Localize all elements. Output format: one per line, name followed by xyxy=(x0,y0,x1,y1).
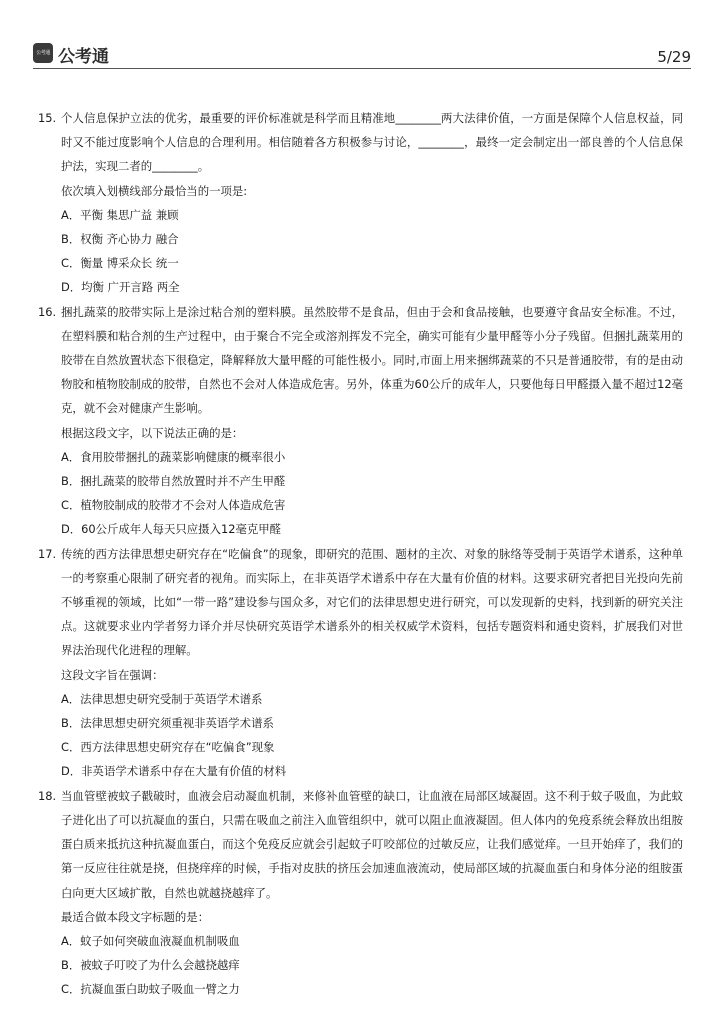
question-number: 16. xyxy=(38,304,57,319)
question-text: 捆扎蔬菜的胶带实际上是涂过粘合剂的塑料膜。虽然胶带不是食品，但由于会和食品接触，也要遵守食品安全标准。不过，在塑料膜和粘合剂的生产过程中，由于聚合不完全或溶剂挥发不完全，确实可能有少量甲醛等小分子残留。但捆扎蔬菜用的胶带在自然放置状态下很稳定，降解释放大量甲醛的可能性极小。同时,市面上用来捆绑蔬菜的不只是普通胶带，有的是由动物胶和植物胶制成的胶带，自然也不会对人体造成危害。另外，体重为60公斤的成年人，只要他每日甲醛摄入量不超过12毫克，就不会对健康产生影响。 xyxy=(61,304,683,416)
question-prompt: 根据这段文字，以下说法正确的是： xyxy=(61,425,244,440)
page-header xyxy=(33,40,691,69)
option-a: A．法律思想史研究受制于英语学术谱系 xyxy=(61,691,263,706)
question-number: 17. xyxy=(38,546,57,561)
option-b: B．权衡 齐心协力 融合 xyxy=(61,232,179,247)
option-b: B．法律思想史研究须重视非英语学术谱系 xyxy=(61,716,274,731)
question-15 xyxy=(38,106,683,300)
option-c: C．衡量 博采众长 统一 xyxy=(61,256,179,271)
question-number: 18. xyxy=(38,788,57,803)
option-c: C．抗凝血蛋白助蚊子吸血一臂之力 xyxy=(61,982,240,997)
question-17 xyxy=(38,542,683,784)
option-d: D．非英语学术谱系中存在大量有价值的材料 xyxy=(61,764,287,779)
question-text: 当血管壁被蚊子戳破时，血液会启动凝血机制，来修补血管壁的缺口，让血液在局部区域凝固。这不利于蚊子吸血，为此蚊子进化出了可以抗凝血的蛋白，只需在吸血之前注入血管组织中，就可以阻止血液凝固。但人体内的免疫系统会释放出组胺蛋白质来抵抗这种抗凝血蛋白，而这个免疫反应就会引起蚊子叮咬部位的过敏反应，让我们感觉痒。一旦开始痒了，我们的第一反应往往就是挠，但挠痒痒的时候，手指对皮肤的挤压会加速血液流动，使局部区域的抗凝血蛋白和身体分泌的组胺蛋白向更大区域扩散，自然也就越挠越痒了。 xyxy=(61,788,683,900)
question-prompt: 依次填入划横线部分最恰当的一项是: xyxy=(61,183,248,198)
question-list xyxy=(38,106,683,1002)
question-number: 15. xyxy=(38,111,57,125)
question-prompt: 这段文字旨在强调： xyxy=(61,667,164,682)
option-a: A．食用胶带捆扎的蔬菜影响健康的概率很小 xyxy=(61,449,286,464)
logo-text: 公考通 xyxy=(58,47,109,67)
option-d: D．均衡 广开言路 两全 xyxy=(61,280,180,295)
question-18 xyxy=(38,784,683,1002)
option-c: C．植物胶制成的胶带才不会对人体造成危害 xyxy=(61,498,286,513)
option-b: B．被蚊子叮咬了为什么会越挠越痒 xyxy=(61,958,240,973)
option-b: B．捆扎蔬菜的胶带自然放置时并不产生甲醛 xyxy=(61,474,286,489)
option-a: A．平衡 集思广益 兼顾 xyxy=(61,207,179,222)
option-c: C．西方法律思想史研究存在“吃偏食”现象 xyxy=(61,740,275,755)
question-text: 传统的西方法律思想史研究存在“吃偏食”的现象，即研究的范围、题材的主次、对象的脉络等受制于英语学术谱系，这种单一的考察重心限制了研究者的视角。而实际上，在非英语学术谱系中存在大量有价值的材料。这要求研究者把目光投向先前不够重视的领域，比如“一带一路”建设参与国众多，对它们的法律思想史进行研究，可以发现新的史料，找到新的研究关注点。这就要求业内学者努力译介并尽快研究英语学术谱系外的相关权威学术资料，包括专题资料和通史资料，扩展我们对世界法治现代化进程的理解。 xyxy=(61,546,683,658)
question-prompt: 最适合做本段文字标题的是： xyxy=(61,909,210,924)
page-number: 5/29 xyxy=(657,48,691,66)
option-d: D．60公斤成年人每天只应摄入12毫克甲醛 xyxy=(61,522,282,537)
question-16 xyxy=(38,300,683,542)
question-text: 个人信息保护立法的优劣，最重要的评价标准就是科学而且精准地________两大法律价值，一方面是保障个人信息权益，同时又不能过度影响个人信息的合理利用。相信随着各方积极参与讨论，________，最终一定会制定出一部良善的个人信息保护法，实现二者的________。 xyxy=(61,111,683,174)
logo-icon: 公考通 xyxy=(33,43,53,63)
option-a: A．蚊子如何突破血液凝血机制吸血 xyxy=(61,933,240,948)
